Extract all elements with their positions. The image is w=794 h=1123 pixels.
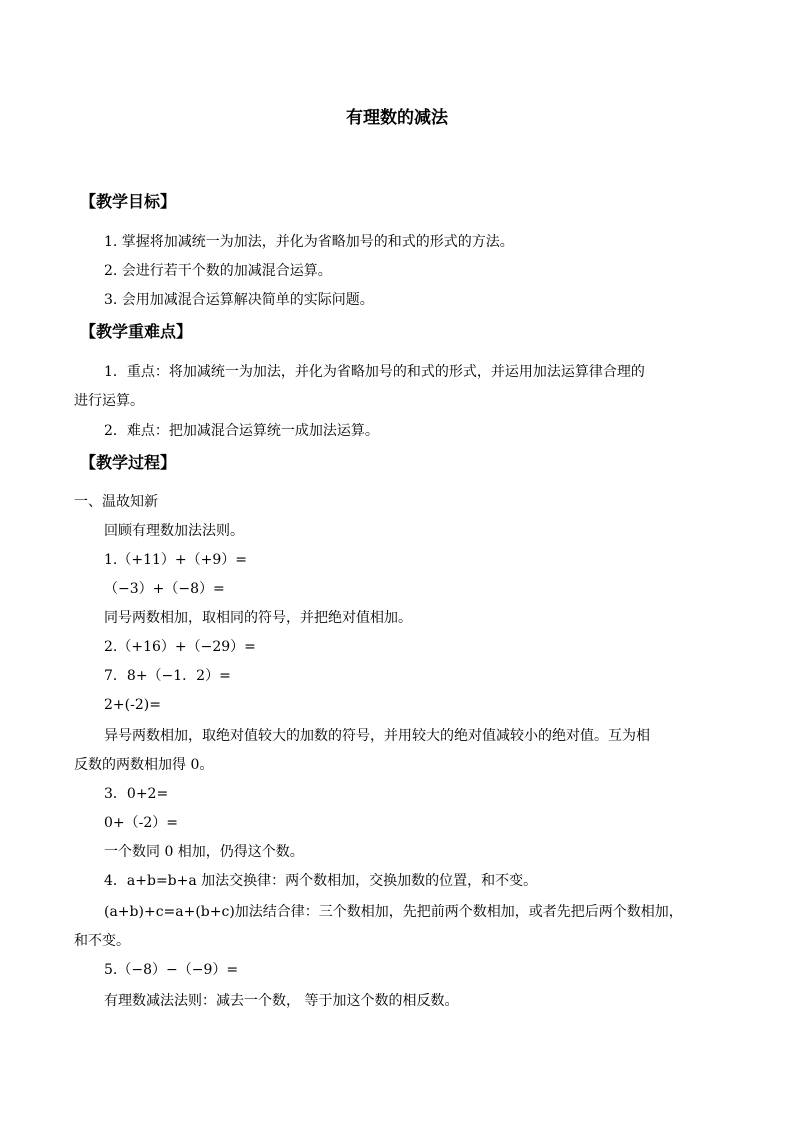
key-point-item-1: 1．重点：将加减统一为加法，并化为省略加号的和式的形式，并运用加法运算律合理的 — [104, 364, 645, 380]
process-line: (a+b)+c=a+(b+c)加法结合律：三个数相加，先把前两个数相加，或者先把后两个数相加， — [104, 904, 683, 920]
process-line: 3．0+2= — [104, 786, 169, 802]
process-line: 回顾有理数加法法则。 — [104, 523, 244, 539]
process-line: 一个数同 0 相加，仍得这个数。 — [104, 844, 304, 860]
process-line: 2.（+16）+（−29）= — [104, 639, 256, 655]
process-line: 7．8+（−1．2）= — [104, 668, 231, 684]
document-title: 有理数的减法 — [346, 108, 448, 128]
process-line: 反数的两数相加得 0。 — [74, 757, 214, 773]
objective-item-2: 2. 会进行若干个数的加减混合运算。 — [104, 263, 332, 279]
section-heading-process: 【教学过程】 — [80, 453, 177, 472]
process-line: （−3）+（−8）= — [104, 581, 225, 597]
process-line: 5.（−8）−（−9）= — [104, 962, 239, 978]
process-line: 异号两数相加，取绝对值较大的加数的符号，并用较大的绝对值减较小的绝对值。互为相 — [104, 728, 650, 744]
process-subheading: 一、温故知新 — [74, 494, 158, 510]
process-line: 和不变。 — [74, 933, 130, 949]
process-line: 2+(-2)= — [104, 697, 161, 713]
process-line: 同号两数相加，取相同的符号，并把绝对值相加。 — [104, 610, 412, 626]
process-line: 0+（-2）= — [104, 815, 179, 831]
section-heading-objectives: 【教学目标】 — [80, 192, 177, 211]
objective-item-1: 1. 掌握将加减统一为加法，并化为省略加号的和式的形式的方法。 — [104, 234, 514, 250]
objective-item-3: 3. 会用加减混合运算解决简单的实际问题。 — [104, 292, 374, 308]
key-point-item-2: 2．难点：把加减混合运算统一成加法运算。 — [104, 423, 379, 439]
process-line: 1.（+11）+（+9）= — [104, 552, 248, 568]
key-point-item-1-continued: 进行运算。 — [74, 393, 144, 409]
process-line: 4．a+b=b+a 加法交换律：两个数相加，交换加数的位置，和不变。 — [104, 873, 538, 889]
process-line: 有理数减法法则：减去一个数， 等于加这个数的相反数。 — [104, 993, 459, 1009]
section-heading-key-points: 【教学重难点】 — [80, 322, 193, 341]
